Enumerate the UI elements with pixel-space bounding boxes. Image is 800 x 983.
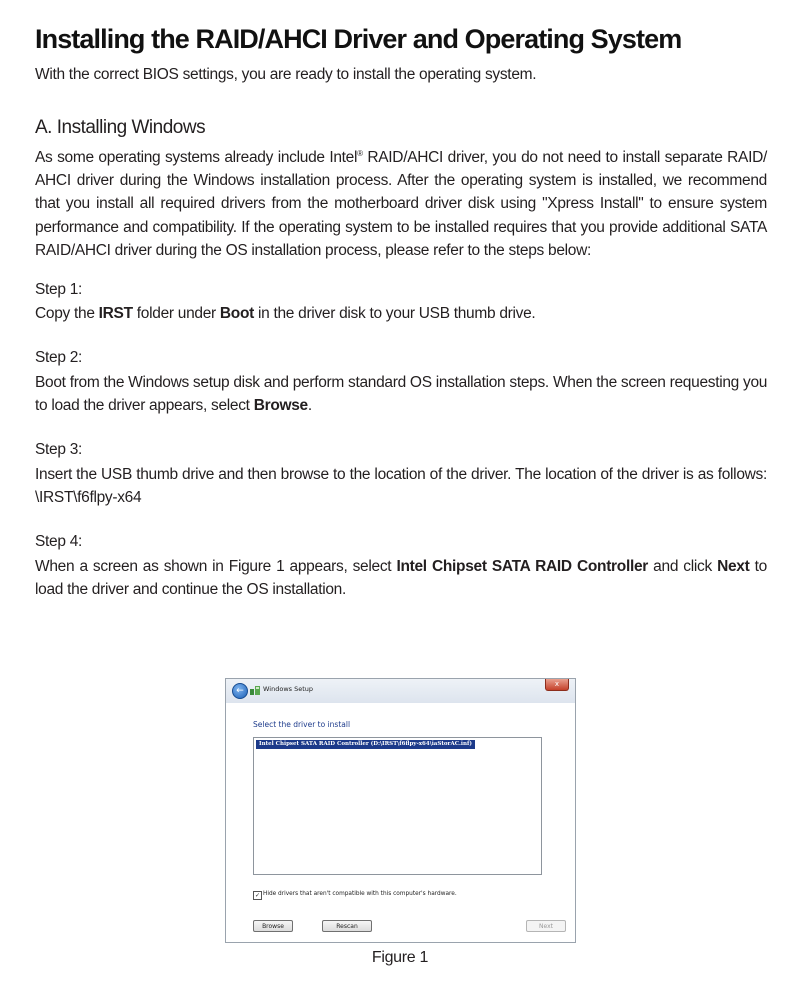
driver-path: \IRST\f6flpy-x64 bbox=[35, 489, 142, 507]
para-line: RAID/AHCI driver during the OS installation process, please refer to the steps below: bbox=[35, 241, 592, 259]
para-line bbox=[35, 302, 767, 325]
para-line: Insert the USB thumb drive and then browse to the location of the driver. The location of the driver is as follows: bbox=[35, 466, 767, 483]
dialog-title: Windows Setup bbox=[263, 685, 314, 693]
text-run: . bbox=[307, 397, 312, 415]
step-4-label: Step 4: bbox=[35, 533, 83, 550]
para-line: that you install all required drivers from the motherboard driver disk using "Xpress Install" to ensure system bbox=[35, 195, 767, 213]
select-driver-heading: Select the driver to install bbox=[253, 720, 351, 729]
para-line bbox=[35, 555, 767, 578]
text-run: When a screen as shown in Figure 1 appears, select bbox=[35, 558, 397, 575]
para-line bbox=[35, 142, 767, 169]
para-line: load the driver and continue the OS installation. bbox=[35, 581, 347, 599]
step-3-text bbox=[35, 463, 767, 509]
dialog-title-bar bbox=[226, 679, 575, 703]
step-3-label: Step 3: bbox=[35, 441, 83, 458]
text-run: folder under bbox=[132, 305, 220, 322]
step-2-label: Step 2: bbox=[35, 349, 83, 366]
browse-button[interactable]: Browse bbox=[253, 920, 293, 932]
registered-mark: ® bbox=[357, 149, 363, 158]
step-1-label: Step 1: bbox=[35, 281, 83, 298]
text-run: to load the driver appears, select bbox=[35, 397, 254, 415]
step-4-text bbox=[35, 555, 767, 601]
page-title: Installing the RAID/AHCI Driver and Operating System bbox=[35, 24, 682, 54]
driver-listbox[interactable] bbox=[253, 737, 542, 875]
rescan-button[interactable]: Rescan bbox=[322, 920, 372, 932]
driver-list-item-selected[interactable]: Intel Chipset SATA RAID Controller (D:\IRST\f6flpy-x64\iaStorAC.inf) bbox=[256, 740, 475, 749]
section-a-paragraph bbox=[35, 142, 767, 262]
step-2-text bbox=[35, 371, 767, 417]
intro-text: With the correct BIOS settings, you are ready to install the operating system. bbox=[35, 66, 537, 83]
back-arrow-icon[interactable]: ← bbox=[232, 683, 248, 699]
folder-name: IRST bbox=[98, 305, 133, 322]
windows-setup-icon bbox=[250, 686, 260, 695]
hide-incompatible-checkbox[interactable]: ✓ bbox=[254, 892, 261, 899]
close-icon[interactable]: x bbox=[545, 679, 569, 691]
windows-setup-dialog bbox=[225, 678, 576, 943]
section-heading: A. Installing Windows bbox=[35, 117, 206, 138]
controller-name: Intel Chipset SATA RAID Controller bbox=[396, 558, 649, 575]
text-run: and click bbox=[648, 558, 718, 575]
text-run: Copy the bbox=[35, 305, 99, 322]
step-1-text bbox=[35, 302, 767, 325]
para-line: Boot from the Windows setup disk and perform standard OS installation steps. When the screen requesting you bbox=[35, 374, 768, 391]
text-run: in the driver disk to your USB thumb drive. bbox=[254, 305, 536, 322]
button-name: Browse bbox=[253, 397, 308, 415]
para-line: AHCI driver during the Windows installation process. After the operating system is installed, we recommend bbox=[35, 172, 767, 190]
hide-incompatible-label: Hide drivers that aren't compatible with this computer's hardware. bbox=[263, 891, 457, 897]
text-run: RAID/AHCI driver, you do not need to install separate RAID/ bbox=[362, 149, 767, 166]
figure-caption: Figure 1 bbox=[371, 949, 429, 966]
button-name: Next bbox=[717, 558, 750, 575]
para-line bbox=[35, 394, 767, 417]
text-run: to bbox=[749, 558, 767, 575]
folder-name: Boot bbox=[219, 305, 254, 322]
text-run: As some operating systems already include Intel bbox=[35, 149, 358, 166]
para-line: performance and compatibility. If the operating system to be installed requires that you provide additional SATA bbox=[35, 218, 767, 236]
next-button[interactable]: Next bbox=[526, 920, 566, 932]
